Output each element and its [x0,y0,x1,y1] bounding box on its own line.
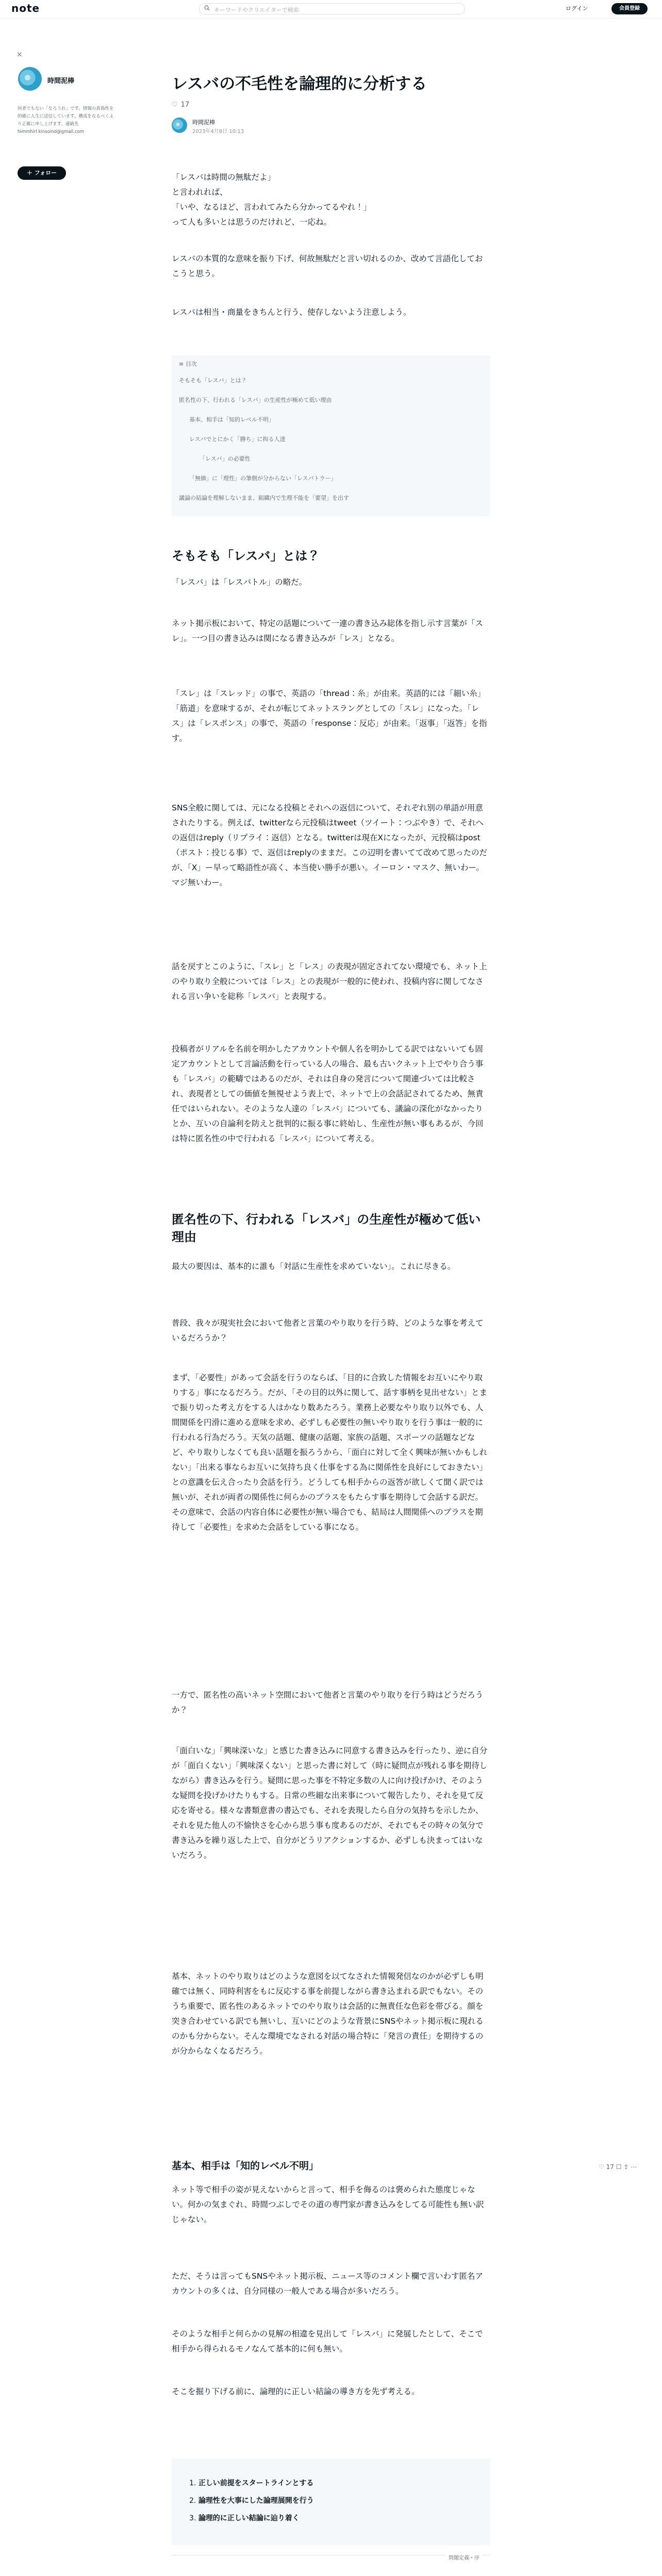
like-count[interactable] [172,101,189,109]
intro-line: 「いや、なるほど、言われてみたら分かってるやれ！」 [172,202,372,212]
toc-item[interactable]: レスバでとにかく「勝ち」に拘る人達 [189,436,286,443]
section-heading: 基本、相手は「知的レベル不明」 [172,2160,319,2172]
list-item: 1. 正しい前提をスタートラインとする [189,2479,314,2487]
creator-avatar[interactable] [18,67,42,91]
section-heading: 匿名性の下、行われる「レスバ」の生産性が極めて低い理由 [172,1212,481,1244]
follow-label: フォロー [34,170,57,176]
body-paragraph: そこを掘り下げる前に、論理的に正しい結論の導き方を先ず考える。 [172,2387,420,2396]
search-icon [204,5,210,11]
body-paragraph: ネット掲示板において、特定の話題について一連の書き込み総体を指し示す言葉が「スレ」。一つ目の書き込みは関になる書き込みが「レス」となる。 [172,619,483,643]
search-placeholder: キーワードやクリエイターで検索 [214,7,299,13]
comment-icon[interactable]: ☐ [616,2163,622,2171]
toc-item[interactable]: そもそも「レスバ」とは？ [179,377,247,384]
body-paragraph: 「スレ」は「スレッド」の事で、英語の「thread：糸」が由来。英語的には「細い糸」「筋道」を意味するが、それが転じてネットスラングとしての「スレ」になった。「レス」は「レスポンス」の事で、英語の「response：反応」が由来。「返事」「返答」を指す。 [172,689,487,743]
body-paragraph: 基本、ネットのやり取りはどのような意図を以てなされた情報発信なのかが必ずしも明確では無く、同時利害をもに反応する事を前提しながら書き込まれる訳でもない。そのうち重要で、匿名性のあるネットでのやり取りは会話的に無責任な色彩を帯びる。顔を突き合わせている訳でも無いし、互いにどのような背景にSNSやネット掲示板に現れるのかも分からない。そんな環境でなされる対話の場合特に「発言の責任」を期待するのが分からなくなるだろう。 [172,1972,484,2056]
close-icon[interactable]: × [16,50,23,59]
author-avatar[interactable] [172,117,187,133]
toc-item[interactable]: 「無価」に「理性」の筆側が分からない「レスバトラー」 [189,475,337,482]
follow-button[interactable] [18,166,66,180]
note-logo[interactable]: note [11,2,40,14]
body-paragraph: 普段、我々が現実社会において他者と言葉のやり取りを行う時、どのような事を考えているだろうか？ [172,1318,484,1343]
list-item: 2. 論理性を大事にした論理展開を行う [189,2497,314,2505]
section-heading: そもそも「レスバ」とは？ [172,549,320,563]
article-title: レスバの不毛性を論理的に分析する [172,75,427,93]
search-input[interactable] [199,3,465,14]
floating-actions [599,2163,637,2171]
creator-bio: 何者でもない「なろうれ」です。情報の真偽性を的確に人生に送信しています。構成をなるべくより正確に申し上げます。連絡先 himmhirl.kinsoind@gmail.com [18,106,114,134]
body-paragraph: ネット等で相手の姿が見えないからと言って、相手を侮るのは褒められた態度じゃない。何かの気まぐれ、時間つぶしでその道の専門家が書き込みをしてる可能性も無い訳じゃない。 [172,2185,484,2224]
toc-item[interactable]: 匿名性の下、行われる「レスバ」の生産性が極めて低い理由 [179,397,332,403]
list-icon: ≡ [179,361,186,367]
toc-item[interactable]: 議論の結論を理解しないまま、組織内で生理不能を「要望」を出す [179,495,349,501]
post-date: 2023年4月8日 10:13 [192,129,244,134]
top-header [0,0,662,19]
author-name[interactable]: 時間泥棒 [192,119,215,126]
intro-line: って人も多いとは思うのだけれど、一応ね。 [172,217,332,227]
body-paragraph: 「面白いな」「興味深いな」と感じた書き込みに同意する書き込みを行ったり、逆に自分が「面白くない」「興味深くない」と思った書に対して（時に疑問点が残れる事を期待しながら）書き込みを行う。疑問に思った事を不特定多数の人に向け投げかけ、そのような疑問を投げかけたりもする。日常の些細な出来事について報告したり、それを見て反応を寄せる。様々な書類意書の書込でも、それを表現したら自分の気持ちを示したか、それを見た他人の不愉快さを心から思う事も度あるのだが、それでもその時々の気分で書き込みを繰り返した上で、自分がどうリアクションするか、必ずしも決まってはいないだろう。 [172,1746,488,1860]
body-paragraph: 一方で、匿名性の高いネット空間において他者と言葉のやり取りを行う時はどうだろうか？ [172,1690,484,1715]
body-paragraph: 「レスバ」は「レスバトル」の略だ。 [172,578,307,587]
list-item: 3. 論理的に正しい結論に辿り着く [189,2514,300,2522]
body-paragraph: レスバは相当・商量をきちんと行う、使存しないよう注意しよう。 [172,308,411,317]
heart-icon: ♡ [172,101,178,109]
body-paragraph: 話を戻すとこのように、「スレ」と「レス」の表現が固定されてない環境でも、ネット上のやり取り全般については「レス」との表現が一般的に使われ、投稿内容に関してなされる言い争いを総称「レスバ」と表現する。 [172,962,487,1001]
body-paragraph: SNS全般に関しては、元になる投稿とそれへの返信について、それぞれ別の単語が用意されたりする。例えば、twitterなら元投稿はtweet（ツイート：つぶやき）で、それへの返信はreply（リプライ：返信）となる。twitterは現在Xになったが、元投稿はpost（ポスト：投じる事）で、返信はreplyのままだ。この辺明を書いてて改めて思ったのだが、「X」ー早って略語性が高く、本当使い勝手が悪い。イーロン・マスク、無いわー。マジ無いわー。 [172,803,488,887]
signup-button[interactable]: 会員登録 [611,3,648,14]
toc-heading[interactable]: ≡ 目次 [179,361,197,367]
body-paragraph: レスバの本質的な意味を振り下げ、何故無駄だと言い切れるのか、改めて言語化しておこうと思う。 [172,254,483,278]
citation-label: 問題定義・序 [445,2553,483,2561]
toc-item[interactable]: 基本、相手は「知的レベル不明」 [189,416,274,423]
steps-list [172,2459,490,2545]
intro-line: と言われれば、 [172,188,228,197]
heart-icon[interactable]: ♡ [599,2163,604,2171]
toc-item[interactable]: 「レスバ」の必要性 [200,455,251,462]
like-number: 17 [180,101,190,109]
floating-like-count: 17 [606,2163,614,2171]
intro-line: 「レスバは時間の無駄だよ」 [172,173,276,182]
body-paragraph: 投稿者がリアルを名前を明かしたアカウントや個人名を明かしてる訳ではないいても固定アカウントとして言論活動を行っている人の場合、最も古いクネット上でやり合う事も「レスバ」の範疇ではあるのだが、それは自身の発言について関連づいては比較され、表現者としての価値を無視せよう表上で、ネットで上の会話記されてるため、無責任ではいられない。そのような人達の「レスバ」についても、議論の深化がなかったりとか、互いの自論利を防えと批判的に振る事に終始し、生産性が無い事もあるが、今回は特に匿名性の中で行われる「レスバ」について考える。 [172,1044,484,1143]
follow-plus-icon: ＋ [26,170,35,176]
more-icon[interactable]: ⋯ [631,2163,637,2171]
body-paragraph: そのような相手と何らかの見解の相違を見出して「レスバ」に発展したとして、そこで相手から得られるモノなんて基本的に何も無い。 [172,2329,483,2353]
body-paragraph: ただ、そうは言ってもSNSやネット掲示板、ニュース等のコメント欄で言いわす匿名アカウントの多くは、自分同様の一般人である場合が多いだろう。 [172,2272,484,2296]
table-of-contents [172,355,490,516]
body-paragraph: まず、「必要性」があって会話を行うのならば、「目的に合致した情報をお互いにやり取りする」事になるだろう。だが、「その目的以外に関して、話す事柄を見出せない」とまで振り切った考え方をする人はかなり数あたろう。業務上必要なやり取り以外でも、人間関係を円滑に進める意味を求め、必ずしも必要性の無いやり取りを行う事は一般的に行われる行為だろう。天気の話題、健康の話題、家族の話題、スポーツの話題などなど、やり取りしなくても良い話題を振ろうから、「面白に対して全く興味が無いかもしれない」「出来る事ならお互いに気持ち良く仕事をする為に関係性を良好にしておきたい」との意識を伝え合ったり会話を行う。どうしても相手からの返答が欲しくて聞く訳では無いが、それが両者の関係性に何らかのプラスをもたらす事を期待して会話する訳だ。その意味で、会話の内容自体に必要性が無い場合でも、結局は人間関係へのプラスを期待して「必要性」を求めた会話をしている事になる。 [172,1373,488,1532]
body-paragraph: 最大の要因は、基本的に誰も「対話に生産性を求めていない」。これに尽きる。 [172,1262,456,1271]
login-link[interactable]: ログイン [566,5,588,12]
share-icon[interactable]: ⇪ [623,2163,629,2171]
creator-name[interactable]: 時間泥棒 [47,77,75,85]
